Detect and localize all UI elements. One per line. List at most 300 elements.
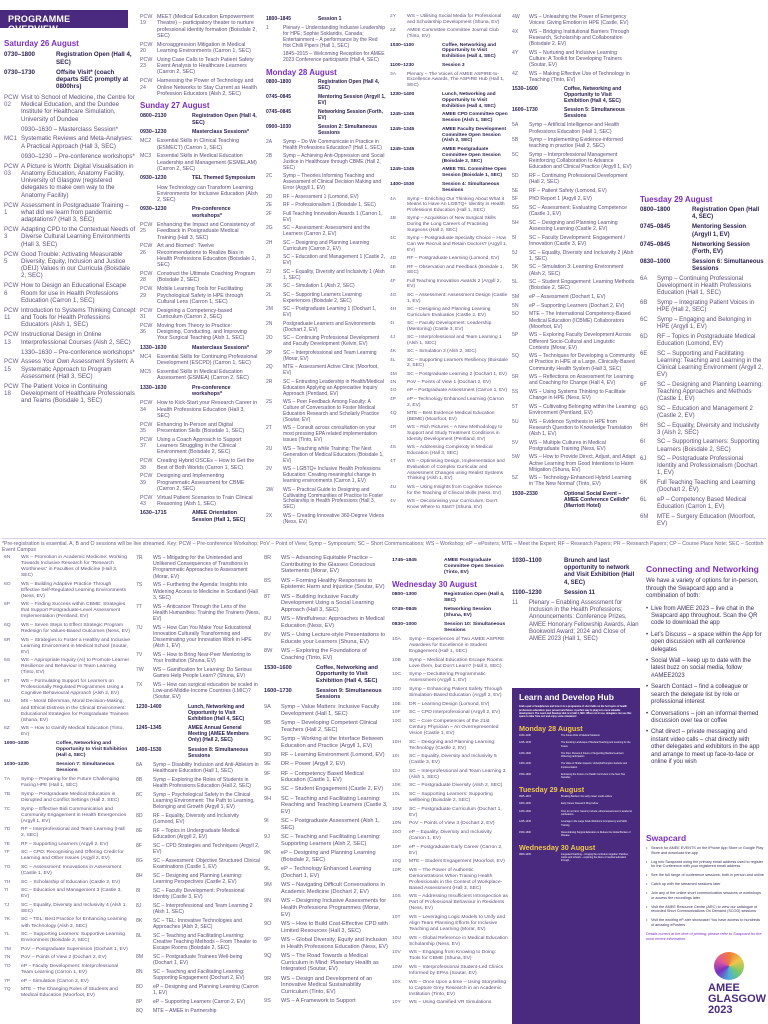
- session-slot: [390, 112, 508, 124]
- session-code: 2J: [266, 268, 272, 275]
- programme-entry: [390, 372, 508, 378]
- session-list: [390, 43, 508, 69]
- session-code: 6E: [640, 350, 648, 357]
- session-code: 4V: [390, 498, 396, 504]
- session-code: 5T: [512, 403, 518, 410]
- session-code: 10N: [392, 821, 402, 827]
- session-title: MS – Moral Dilemmas, Moral Decision-Making, and Ethical Distress in the Clinical Environment: Educational Strategies for Postgraduate Trainees (Shuna, EV): [21, 699, 129, 723]
- session-code: 2I: [266, 254, 271, 261]
- session-code: 7W: [136, 666, 144, 673]
- session-code: [4, 349, 21, 356]
- programme-entry: [140, 78, 258, 97]
- session-code: 4Z: [512, 70, 518, 77]
- hub-talk: [519, 831, 633, 838]
- programme-entry: [140, 495, 258, 508]
- session-label: Registration Open (Hall 4, SEC): [56, 51, 132, 66]
- programme-entry: [512, 475, 636, 487]
- session-time: 0745–0845: [266, 108, 292, 115]
- entry-list: [136, 555, 260, 701]
- session-code: 8J: [136, 902, 142, 909]
- session-code: MC1: [4, 135, 18, 143]
- programme-entry: [140, 153, 258, 172]
- programme-entry: [390, 459, 508, 482]
- programme-entry: [390, 445, 508, 457]
- session-code: 4P: [390, 396, 396, 402]
- amee-glasgow-logo: [708, 952, 767, 1020]
- session-title: WS – How to Provide Direct, Adjust, and Adapt Active Learning from Good Intentions to Harm Mitigation (Shuna, EV): [529, 454, 636, 473]
- programme-entry: [266, 174, 386, 192]
- session-code: 10C: [392, 672, 402, 678]
- session-code: 7P: [4, 978, 11, 984]
- session-title: WS – Unleashing the Power of Emergency Voices: Giving Emotion in HPE (Castle, EV): [529, 14, 629, 27]
- session-title: Symp – Acquisition of New Surgical Skills During the Long Careers of Practising Surgeons (Hall 2, SEC): [407, 216, 496, 233]
- session-code: 6I: [640, 439, 646, 446]
- programme-entry: [4, 842, 130, 848]
- session-slot: [640, 242, 764, 256]
- session-title: Symp – Achieving Anti-Oppression and Social Justice in Healthcare through CBME (Hall 2, SEC): [283, 153, 385, 171]
- session-title: SC – Scholarship of Education (Castle 2, EV): [21, 879, 121, 885]
- session-list: [4, 741, 130, 774]
- session-title: SC – Assessment: Innovations in Assessment (Castle 1, EV): [21, 865, 122, 877]
- session-time: 0745–0845: [640, 241, 671, 248]
- session-title: Symp – Continuing Professional Development in Health Professions Education (Hall 1, SEC): [657, 276, 752, 297]
- session-title: SC – Designing and Planning Learning: Teaching Approaches and Methods (Castle 1, EV): [657, 381, 763, 402]
- swapcard-section: [646, 833, 764, 942]
- programme-entry: [392, 894, 508, 912]
- session-code: 6P: [4, 602, 11, 608]
- session-title: SC – Interprofessional and Team Learning 1 (Alsh 1, SEC): [407, 335, 502, 346]
- session-title: RF – Supporting Learners (Argyll 2, EV): [21, 841, 109, 847]
- logo-line: AMEE: [708, 982, 740, 994]
- session-title: MTE – Assessment Active Clinic (Moorfoot, EV): [283, 364, 379, 377]
- entry-list: [264, 555, 388, 662]
- entry-list: [140, 14, 258, 97]
- session-code: 10T: [392, 915, 401, 921]
- programme-entry: [266, 195, 386, 201]
- session-code: 7J: [4, 902, 10, 908]
- entry-list: [140, 400, 258, 507]
- programme-entry: [140, 271, 258, 284]
- session-label: AMEE Postgraduate Committee Open Session (Tinto, EV): [444, 558, 504, 576]
- session-time: 1100–1230: [390, 62, 414, 68]
- session-code: 8R: [264, 555, 272, 561]
- programme-entry: [266, 293, 386, 305]
- programme-entry: [512, 279, 636, 291]
- session-slot: [392, 592, 508, 604]
- session-code: PCW 29: [140, 286, 153, 299]
- session-title: SC – Assessment: Evaluating Competence (Castle 1, EV): [529, 205, 628, 218]
- session-title: How to Kick-Start your Research Career in Health Professions Education (Hall 3, SEC): [157, 400, 258, 419]
- programme-entry: [392, 637, 508, 655]
- programme-entry: [4, 163, 136, 199]
- session-code: 7G: [4, 865, 11, 870]
- session-code: 8D: [136, 813, 143, 820]
- session-code: 10Q: [392, 859, 402, 865]
- programme-entry: [266, 52, 386, 64]
- programme-entry: [512, 389, 636, 401]
- session-code: 8H: [136, 872, 143, 879]
- session-slot: [392, 558, 508, 576]
- programme-entry: [4, 850, 130, 862]
- programme-entry: [512, 374, 636, 386]
- session-title: WS – How to Gamify Medical Education (Tinto, EV): [21, 726, 124, 738]
- session-title: SC – Education and Management 3 (Castle 3, EV): [21, 888, 122, 900]
- session-title: Symp – Preparing for the Future Challenging Facing HPE (Hall 1, SEC): [21, 777, 119, 789]
- programme-entry: [512, 311, 636, 329]
- session-code: 4O: [390, 388, 397, 394]
- session-time: 1000–1030: [4, 741, 29, 747]
- session-time: 1630–1715: [140, 510, 167, 517]
- session-code: 2P: [266, 349, 273, 356]
- session-time: 1530–1600: [512, 85, 538, 92]
- session-time: 1530–1600: [264, 664, 292, 671]
- session-title: WS – Rich Pictures – A New Methodology to Support and Study Treatment Conditions in Identity Development (Pentland, EV): [407, 425, 503, 442]
- session-time: 0730–1730: [4, 68, 35, 76]
- session-code: 10V: [392, 950, 401, 956]
- programme-entry: [264, 898, 388, 918]
- session-time: 0930–1230: [140, 206, 167, 213]
- programme-entry: [512, 353, 636, 371]
- programme-entry: [390, 388, 508, 394]
- session-code: 9E: [264, 761, 271, 768]
- session-title: WS – Using Insights from Cognitive Science for the Teaching of Clinical Skills (Ness, EV): [407, 484, 502, 496]
- session-label: Session 7: Simultaneous Sessions: [56, 762, 115, 774]
- programme-entry: [512, 29, 636, 47]
- session-code: 6O: [4, 581, 11, 587]
- column-tuesday: [640, 190, 764, 531]
- session-code: [266, 52, 283, 64]
- bullet-item: • See the full range of conference sessions, both in person and online: [646, 873, 764, 878]
- session-title: WS – Addressing Complexity in Medical Education (Hall 3, SEC): [407, 444, 493, 456]
- session-time: 1930–2330: [512, 490, 538, 497]
- entry-list: [264, 704, 388, 1005]
- session-label: Optional Social Event – AMEE Conference Ceilidh* (Marriott Hotel): [564, 490, 630, 509]
- session-code: 7N: [4, 955, 11, 961]
- session-code: 10B: [392, 657, 401, 663]
- session-code: 2H: [266, 239, 273, 246]
- session-title: WS – Building Adaptive Practice Through Effective Self-Regulated Learning Environments (Ness, EV): [21, 581, 127, 599]
- programme-entry: [4, 979, 130, 985]
- session-title: Symp – Effective Bidi Communication and Community Engagement in Health Emergencies (Argyll 1, EV): [21, 806, 127, 824]
- session-title: WS – LGBTQ+ Inclusive Health Professions Education: Creating meaningful change in learning environments (Carron 1, EV): [283, 466, 381, 485]
- session-title: SC – Teaching and Facilitating Learning: Reaching and Teaching Learners (Castle 3, EV): [281, 795, 388, 816]
- session-code: 2Z: [390, 28, 396, 34]
- session-title: SC – Designing and Planning Learning: Learning Perspectives (Castle 2, EV): [153, 872, 243, 886]
- session-time: 1330–1630: [140, 384, 167, 391]
- session-title: Symp – Exploring the Roles of Students in Health Professions Education (Hall 2, SEC): [153, 776, 251, 790]
- programme-entry: [4, 903, 130, 915]
- programme-entry: [512, 152, 636, 170]
- entry-list: [390, 14, 508, 40]
- programme-entry: [136, 625, 260, 650]
- programme-entry: [266, 203, 386, 209]
- programme-entry: [4, 638, 130, 656]
- session-label: Mentoring Session (Argyll 1, EV): [318, 93, 386, 106]
- session-code: 7A: [4, 777, 11, 783]
- session-title: WS – Seven Steps to Effect Strategic Program Redesign for Values-Based Outcomes (Ness, EV): [21, 622, 130, 634]
- column-monday-b: [390, 14, 508, 513]
- entry-list: [140, 185, 258, 204]
- hub-topic: The Value of Hidden Aspects: Unhelpful/Complex students and Implementation: [561, 762, 628, 769]
- programme-entry: [266, 140, 386, 152]
- session-label: Networking Session (Shuna, EV): [444, 607, 492, 619]
- session-title: SC – Postgraduate Learning 2 (Dochart 1, EV): [407, 371, 507, 377]
- session-code: [4, 126, 21, 133]
- session-title: WS – Using Systems Thinking to Facilitate Change in HPE (Ness, EV): [529, 389, 626, 402]
- entry-list: [266, 26, 386, 64]
- session-title: MEET (Medical Education Empowerment Theatre) – participatory theater to nurture professional identity formation (Boisdale 2, SEC): [157, 14, 257, 39]
- programme-entry: [4, 358, 136, 380]
- session-code: 7I: [4, 888, 9, 894]
- session-code: 8W: [264, 648, 273, 655]
- session-code: 4U: [390, 484, 397, 490]
- programme-entry: [4, 827, 130, 839]
- session-label: Coffee, Networking and Opportunity to Visit Exhibition (Hall 4, SEC): [56, 741, 128, 759]
- session-slot: [140, 129, 258, 135]
- session-title: SC – Supporting Learners: Supportive Learning Environment (Boisdale 2, SEC): [21, 932, 126, 944]
- session-code: 9F: [264, 770, 271, 777]
- entry-list: [266, 140, 386, 526]
- session-title: Symp – Theories Informing Teaching and Assessment of Clinical Decision Making and Error (Argyll 1, EV): [283, 173, 382, 192]
- programme-entry: [640, 456, 764, 477]
- session-code: 9M: [264, 882, 272, 889]
- session-slot: [266, 80, 386, 92]
- session-title: SC – Postgraduate Diversity (Alsh 2, SEC): [409, 783, 503, 789]
- session-code: 7V: [136, 652, 143, 658]
- session-title: Full Teaching Teaching and Learning (Dochart 2, EV): [657, 480, 756, 494]
- programme-entry: [136, 888, 260, 900]
- programme-entry: [264, 704, 388, 717]
- session-title: RF – Learning Environment (Lomond, EV): [281, 751, 385, 758]
- session-title: The Patient Voice in Continuing Development of Healthcare Professionals and Teams (Boisdale 1, SEC): [21, 382, 135, 405]
- session-code: 8U: [264, 616, 272, 623]
- session-slot: [136, 704, 260, 723]
- programme-entry: [390, 279, 508, 291]
- session-code: 9I: [264, 818, 269, 825]
- programme-entry: [136, 555, 260, 580]
- session-title: SC – Supporting Learners: Supporting Learners (Boisdale 2, SEC): [657, 439, 760, 453]
- session-title: RF – Continuing Professional Development (Hall 2, SEC): [529, 172, 628, 186]
- session-label: AMEE Annual General Meeting (AMEE Members Only) (Hall 2, SEC): [188, 725, 249, 744]
- day-heading: Sunday 27 August: [140, 101, 210, 111]
- session-title: AMEE Committee Committee Journal Club (Tinto, EV): [407, 28, 499, 39]
- session-title: Mobile Learning Tools for Facilitating Psychological Safety in HPE through Cultural Lens (Carron 1, SEC): [157, 286, 244, 305]
- session-title: WS – Peer Feedback Among Faculty: A Culture of Conversation to Foster Medical Education Research and Scholarly Practice (Soutar, EV): [283, 399, 380, 423]
- session-title: PoV – Points of View 2 (Dochart 2, EV): [21, 955, 107, 961]
- programme-entry: [640, 334, 764, 348]
- bullet-item: • Search Contact – find a colleague or search the delegate list by role or professional interest: [646, 684, 764, 706]
- session-title: eP – Supporting Learners (Carron 2, EV): [153, 998, 246, 1005]
- session-slot: [392, 622, 508, 634]
- session-code: 10J: [392, 768, 400, 774]
- session-title: WS – How to Bring Near-Peer Mentoring to Your Institution (Shuna, EV): [153, 652, 251, 665]
- day-heading: Tuesday 29 August: [640, 195, 713, 204]
- session-title: MTE – Student Engagement (Moorfoot, EV): [409, 859, 505, 865]
- programme-entry: [264, 578, 388, 591]
- session-code: 5D: [512, 172, 519, 179]
- session-title: WS – Nurturing and Inclusive Learning Culture: A Toolkit for Developing Trainers (Soutar, EV): [529, 49, 622, 68]
- session-code: 5Q: [512, 353, 519, 360]
- session-time: 1230–1400: [390, 92, 415, 98]
- session-label: Session 11: [564, 589, 596, 596]
- bullet-item: • Log into Swapcard using the primary email address used to register for the Conference with your registered email address: [646, 860, 764, 870]
- session-code: 2W: [266, 486, 274, 493]
- session-title: RF – Topics in Postgraduate Medical Education (Lomond, EV): [657, 333, 756, 347]
- bullet-item: • Chat direct – private messaging and instant video calls – chat directly with other delegates and exhibitors in the app and arrange to meet up face-to-face or online if you wish: [646, 729, 764, 766]
- session-label: Masterclass Sessions*: [192, 344, 250, 351]
- session-label: Lunch, Networking and Opportunity to Visit Exhibition (Hall 4, SEC): [188, 703, 245, 722]
- session-title: SC – Assessment: Assessment Design (Castle 1, EV): [407, 292, 508, 304]
- session-title: eP – Postgraduate Early Career (Carron 2, EV): [409, 844, 503, 856]
- session-title: SC – Supporting Learners Resiliency (Boisdale 2, SEC): [407, 357, 508, 369]
- section-title: Connecting and Networking: [646, 564, 759, 574]
- session-code: 4D: [390, 256, 397, 262]
- entry-list: [136, 762, 260, 1014]
- session-code: 7H: [4, 879, 11, 885]
- session-label: Session 1: [318, 16, 342, 22]
- session-title: SC – Assessment: Objective Structured Clinical Examinations (Castle 1, EV): [153, 858, 261, 871]
- session-code: 9Q: [264, 952, 272, 959]
- programme-entry: [4, 331, 136, 346]
- hub-topic: The Evolving Landscape of Medical Teaching and Learning for the Future: [561, 741, 631, 748]
- session-code: 4B: [390, 216, 396, 222]
- session-title: SC – Simulation 3: Learning Environment (Alsh 2, SEC): [529, 264, 624, 277]
- programme-entry: [390, 72, 508, 89]
- session-time: 1245–1345: [390, 147, 415, 153]
- session-title: Instructional Design in Online Interprofessional Courses (Alsh 2, SEC): [21, 331, 131, 346]
- programme-entry: [136, 903, 260, 915]
- session-time: 1030–1100: [390, 42, 414, 48]
- programme-entry: [4, 623, 130, 635]
- session-code: 10S: [392, 894, 401, 900]
- programme-entry: [136, 652, 260, 664]
- programme-entry: [136, 969, 260, 981]
- session-title: Virtual Patient Scenarios to Train Clinical Reasoning (Alsh 1, SEC): [157, 494, 253, 508]
- session-title: SC – Teaching and Facilitating Learning: Supporting Learners (Alsh 2, SEC): [281, 834, 381, 848]
- session-title: WS – How can surgical education be scaled in Low-and-Middle-Income Countries (LMIC)? (Soutar, EV): [153, 681, 258, 701]
- programme-entry: [392, 740, 508, 752]
- programme-entry: [266, 365, 386, 377]
- programme-entry: [512, 600, 640, 643]
- programme-entry: [512, 454, 636, 472]
- session-code: 5M: [512, 294, 520, 301]
- programme-entry: [266, 467, 386, 485]
- column-saturday: [4, 34, 136, 407]
- session-title: WS – Once Upon a time – Using Storytelling to Capture Grey Research in an Academic Institution (Tinto, EV): [409, 979, 507, 997]
- session-title: SC – Student Engagement (Castle 2, EV): [281, 786, 384, 793]
- session-label: Pre-conference workshops*: [192, 384, 231, 397]
- session-title: WS – Creating Innovative 360-Degree Videos (Ness, EV): [283, 512, 385, 525]
- programme-entry: [390, 358, 508, 370]
- session-code: 8K: [136, 917, 143, 924]
- session-code: 10W: [392, 964, 403, 970]
- session-title: Symp – Disability Inclusion and Anti-Ableism in Healthcare Education (Hall 1, SEC): [153, 762, 259, 775]
- programme-entry: [390, 425, 508, 442]
- day-heading: Monday 28 August: [266, 68, 337, 78]
- session-title: PoV – Points of View 1 (Dochart 2, EV): [407, 380, 491, 386]
- hub-time: 1400–1430: [519, 762, 531, 766]
- session-title: SC – Supporting Learners: Supporting wellbeing (Boisdale 2, SEC): [409, 792, 493, 804]
- session-title: SC – Interprofessional and Team Learning 3 (Alsh 1, SEC): [409, 768, 506, 780]
- session-code: PCW 1: [4, 201, 19, 216]
- programme-entry: [512, 294, 636, 300]
- session-code: 5A: [512, 122, 519, 129]
- session-title: A Picture is Worth: Digital Visualisation in Anatomy Education, Anatomy Facility, University of Glasgow (registered delegates to make own way to the Anatomy Facility): [21, 162, 134, 199]
- session-title: Introduction to Systems Thinking Concept and Tools for Health Professions Educators (Alsh 1, SEC): [21, 306, 136, 329]
- programme-entry: [140, 437, 258, 456]
- programme-entry: [640, 497, 764, 511]
- session-time: 0930–1230: [140, 175, 167, 182]
- session-slot: [4, 741, 130, 759]
- session-code: PCW 23: [140, 56, 153, 70]
- session-code: 4W: [512, 14, 520, 20]
- session-code: 8O: [136, 983, 143, 990]
- programme-entry: [136, 918, 260, 930]
- session-title: eP – Competency Based Medical Education (Carron 1, EV): [657, 497, 747, 511]
- programme-entry: [392, 719, 508, 737]
- session-title: WS – Bridging Institutional Barriers Through Research, Scholarship and Collaboration (Boisdale 2, EV): [529, 28, 630, 48]
- session-title: Full Teaching Innovation Awards 2 (Argyll 2, EV): [407, 278, 501, 290]
- session-label: Networking Session (Forth, EV): [318, 108, 384, 121]
- session-code: 9L: [264, 866, 271, 873]
- session-code: 7F: [4, 850, 10, 856]
- session-title: RF – Professionalism 1 (Boisdale 1, SEC): [283, 202, 376, 209]
- programme-entry: [264, 850, 388, 863]
- hub-talk: [519, 853, 633, 863]
- bullet-list: [646, 606, 764, 767]
- session-title: Symp – Medical Education Escape Rooms: Love them, but Don’t Learn? (Hall 2, SEC): [409, 657, 504, 669]
- session-code: 7B: [4, 791, 11, 797]
- session-code: 5J: [512, 249, 518, 256]
- session-code: 8S: [264, 577, 271, 584]
- session-code: 2T: [266, 425, 272, 432]
- session-title: How Technology can Transform Learning Environments for Inclusive Education (Alsh 2, SEC): [157, 184, 258, 204]
- hub-talk: [519, 802, 633, 805]
- session-code: 6J: [640, 456, 647, 463]
- programme-entry: [4, 947, 130, 953]
- session-label: Coffee, Networking and Opportunity to Visit Exhibition (Hall 4, SEC): [442, 42, 497, 60]
- programme-entry: [512, 205, 636, 217]
- session-code: 9H: [264, 795, 272, 802]
- session-code: 2D: [266, 193, 273, 200]
- session-time: 0800–1800: [640, 207, 671, 214]
- session-title: eP – Faculty Development: Interprofessional Team Learning (Carron 1, EV): [21, 963, 119, 975]
- column-sunday: [140, 14, 258, 526]
- session-code: 5E: [512, 187, 519, 194]
- programme-entry: [390, 335, 508, 347]
- session-title: WS – Cultivating Belonging within the Learning Environment (Pentland, EV): [529, 403, 636, 416]
- programme-entry: [390, 349, 508, 355]
- programme-entry: [264, 882, 388, 895]
- programme-entry: [140, 42, 258, 55]
- session-code: 5O: [512, 311, 519, 318]
- programme-entry: [392, 980, 508, 998]
- hub-topic: Integrated Teaching – bringing the curriculum together: Patches, marks and schools – exploring the future of medical education through...: [561, 852, 629, 863]
- session-title: Symp – Enhancing Patient Safety Through Simulation-Based Education (Argyll 2, EV): [409, 687, 503, 699]
- hub-time: 1230–1300: [519, 809, 531, 813]
- session-slot: [266, 125, 386, 137]
- session-code: 4Y: [512, 49, 519, 56]
- session-label: AMEE Orientation Session (Hall 1, SEC): [192, 510, 246, 523]
- hub-talk: [519, 762, 633, 769]
- session-slot: [640, 207, 764, 221]
- session-code: 5S: [512, 389, 519, 396]
- session-code: MC5: [140, 369, 152, 376]
- programme-entry: [266, 488, 386, 512]
- programme-entry: [264, 648, 388, 661]
- programme-entry: [136, 984, 260, 996]
- session-slot: [390, 147, 508, 164]
